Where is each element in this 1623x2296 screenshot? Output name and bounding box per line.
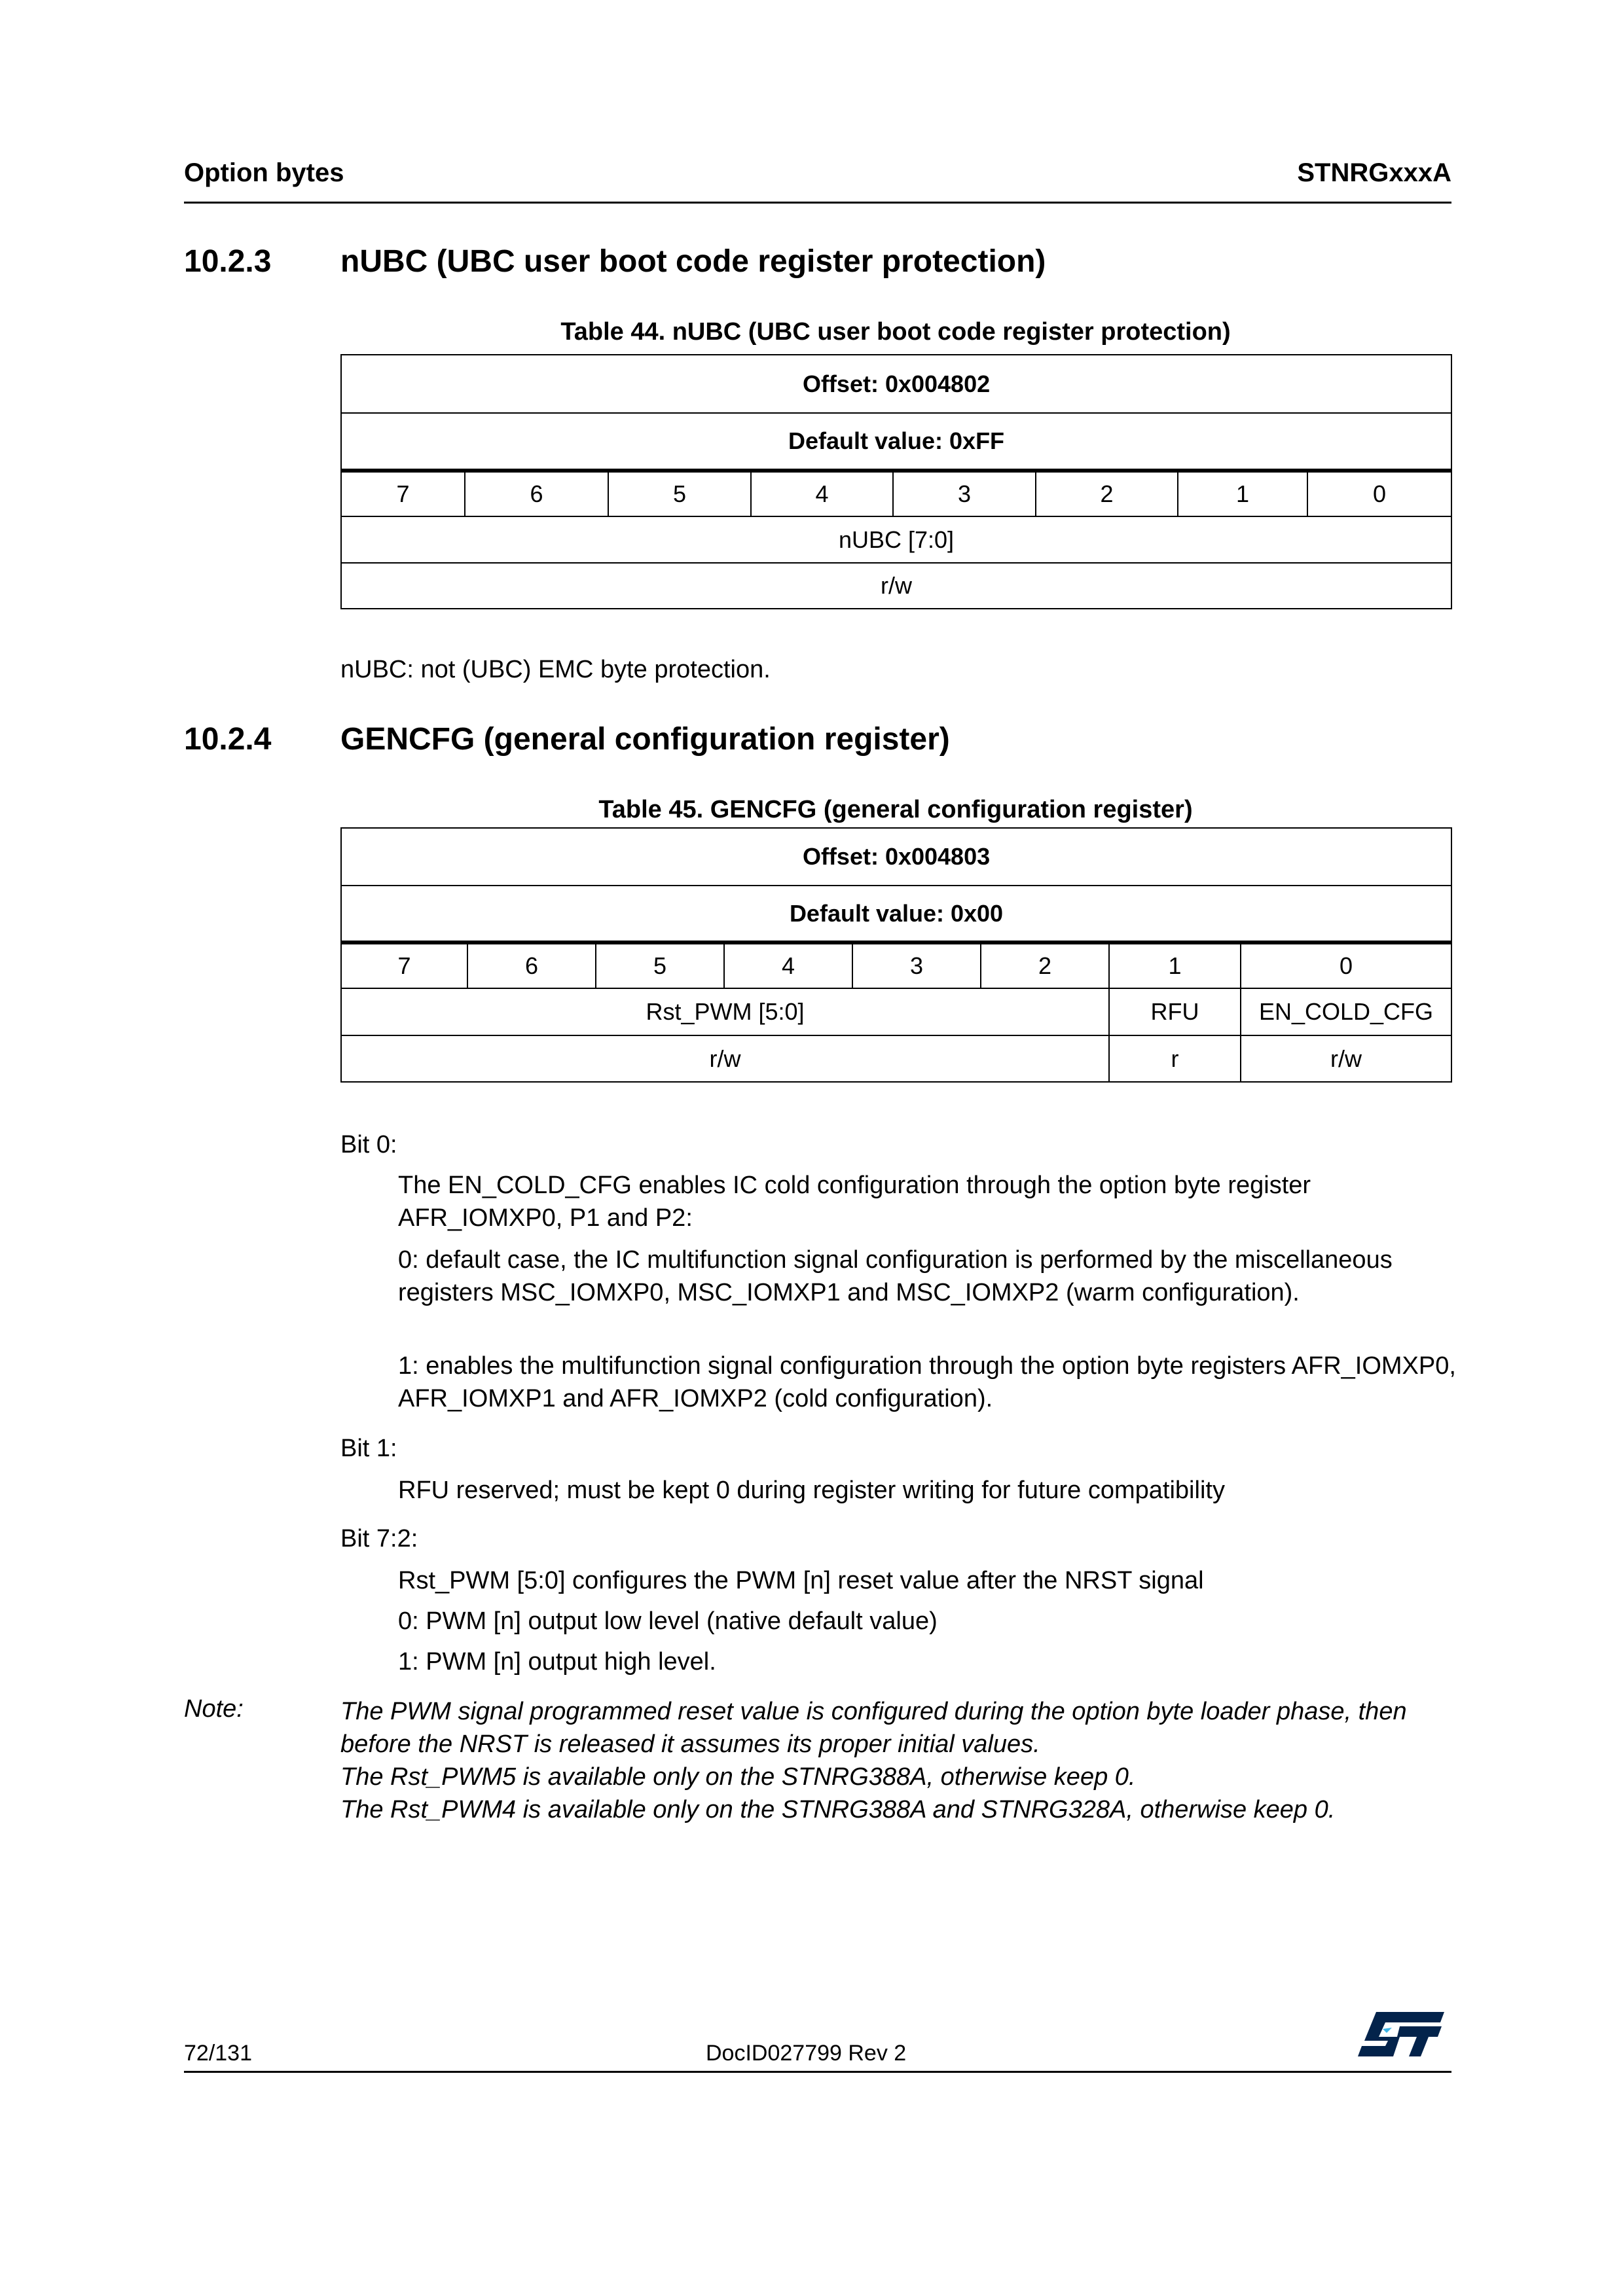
table-caption: Table 45. GENCFG (general configuration register) xyxy=(598,796,1193,823)
section-title: nUBC (UBC user boot code register protection) xyxy=(340,244,1046,279)
section-number: 10.2.3 xyxy=(184,244,272,279)
field-cell-rst-pwm: Rst_PWM [5:0] xyxy=(341,988,1109,1035)
document-id: DocID027799 Rev 2 xyxy=(706,2041,907,2066)
bit-cell: 1 xyxy=(1109,942,1241,988)
bit-cell: 0 xyxy=(1307,471,1451,516)
bit-description: 1: enables the multifunction signal configuration through the option byte registers AFR_IOMXP0, AFR_IOMXP1 and AFR_IOMXP2 (cold configuration). xyxy=(398,1352,1456,1412)
default-value-cell: Default value: 0x00 xyxy=(341,886,1451,942)
page-number: 72/131 xyxy=(184,2041,252,2066)
bit-cell: 0 xyxy=(1241,942,1451,988)
footer-rule xyxy=(184,2071,1451,2073)
bit-label: Bit 1: xyxy=(340,1435,397,1462)
bit-cell: 4 xyxy=(724,942,852,988)
section-title: GENCFG (general configuration register) xyxy=(340,722,950,757)
access-cell-rfu: r xyxy=(1109,1035,1241,1082)
bit-description: 0: default case, the IC multifunction signal configuration is performed by the miscellaneous registers MSC_IOMXP0, MSC_IOMXP1 and MSC_IOMXP2 (warm configuration). xyxy=(398,1246,1393,1306)
register-table-nubc xyxy=(340,354,1452,609)
note-line: The PWM signal programmed reset value is configured during the option byte loader phase, then before the NRST is released it assumes its proper initial values. xyxy=(340,1698,1407,1758)
bit-cell: 6 xyxy=(465,471,608,516)
bit-description: RFU reserved; must be kept 0 during register writing for future compatibility xyxy=(398,1477,1225,1504)
bit-label: Bit 0: xyxy=(340,1131,397,1158)
bit-cell: 2 xyxy=(1036,471,1178,516)
nubc-description: nUBC: not (UBC) EMC byte protection. xyxy=(340,656,771,683)
bit-cell: 3 xyxy=(893,471,1036,516)
bit-cell: 3 xyxy=(852,942,981,988)
access-cell: r/w xyxy=(341,563,1451,609)
bit-cell: 7 xyxy=(341,942,467,988)
bit-description: 0: PWM [n] output low level (native default value) xyxy=(398,1607,938,1635)
offset-cell: Offset: 0x004802 xyxy=(341,355,1451,413)
access-cell-rst-pwm: r/w xyxy=(341,1035,1109,1082)
running-header-section: Option bytes xyxy=(184,158,344,187)
st-logo-icon xyxy=(1357,2011,1446,2058)
field-cell: nUBC [7:0] xyxy=(341,516,1451,563)
default-value-cell: Default value: 0xFF xyxy=(341,413,1451,471)
note-line: The Rst_PWM4 is available only on the STNRG388A and STNRG328A, otherwise keep 0. xyxy=(340,1796,1336,1823)
field-cell-rfu: RFU xyxy=(1109,988,1241,1035)
bit-description: 1: PWM [n] output high level. xyxy=(398,1648,716,1676)
access-cell-en-cold-cfg: r/w xyxy=(1241,1035,1451,1082)
bit-cell: 5 xyxy=(608,471,751,516)
register-table-gencfg xyxy=(340,827,1452,1083)
bit-cell: 7 xyxy=(341,471,465,516)
note-label: Note: xyxy=(184,1695,244,1723)
header-rule xyxy=(184,202,1451,204)
table-caption: Table 44. nUBC (UBC user boot code register protection) xyxy=(560,318,1231,346)
note-line: The Rst_PWM5 is available only on the STNRG388A, otherwise keep 0. xyxy=(340,1763,1136,1791)
field-cell-en-cold-cfg: EN_COLD_CFG xyxy=(1241,988,1451,1035)
offset-cell: Offset: 0x004803 xyxy=(341,828,1451,886)
bit-description: Rst_PWM [5:0] configures the PWM [n] reset value after the NRST signal xyxy=(398,1567,1204,1594)
bit-description: The EN_COLD_CFG enables IC cold configuration through the option byte register AFR_IOMXP0, P1 and P2: xyxy=(398,1172,1311,1232)
section-number: 10.2.4 xyxy=(184,722,272,757)
bit-label: Bit 7:2: xyxy=(340,1525,418,1552)
bit-cell: 6 xyxy=(467,942,596,988)
bit-cell: 4 xyxy=(751,471,893,516)
running-header-product: STNRGxxxA xyxy=(1297,158,1451,187)
bit-cell: 5 xyxy=(596,942,724,988)
bit-cell: 1 xyxy=(1178,471,1307,516)
bit-cell: 2 xyxy=(981,942,1109,988)
